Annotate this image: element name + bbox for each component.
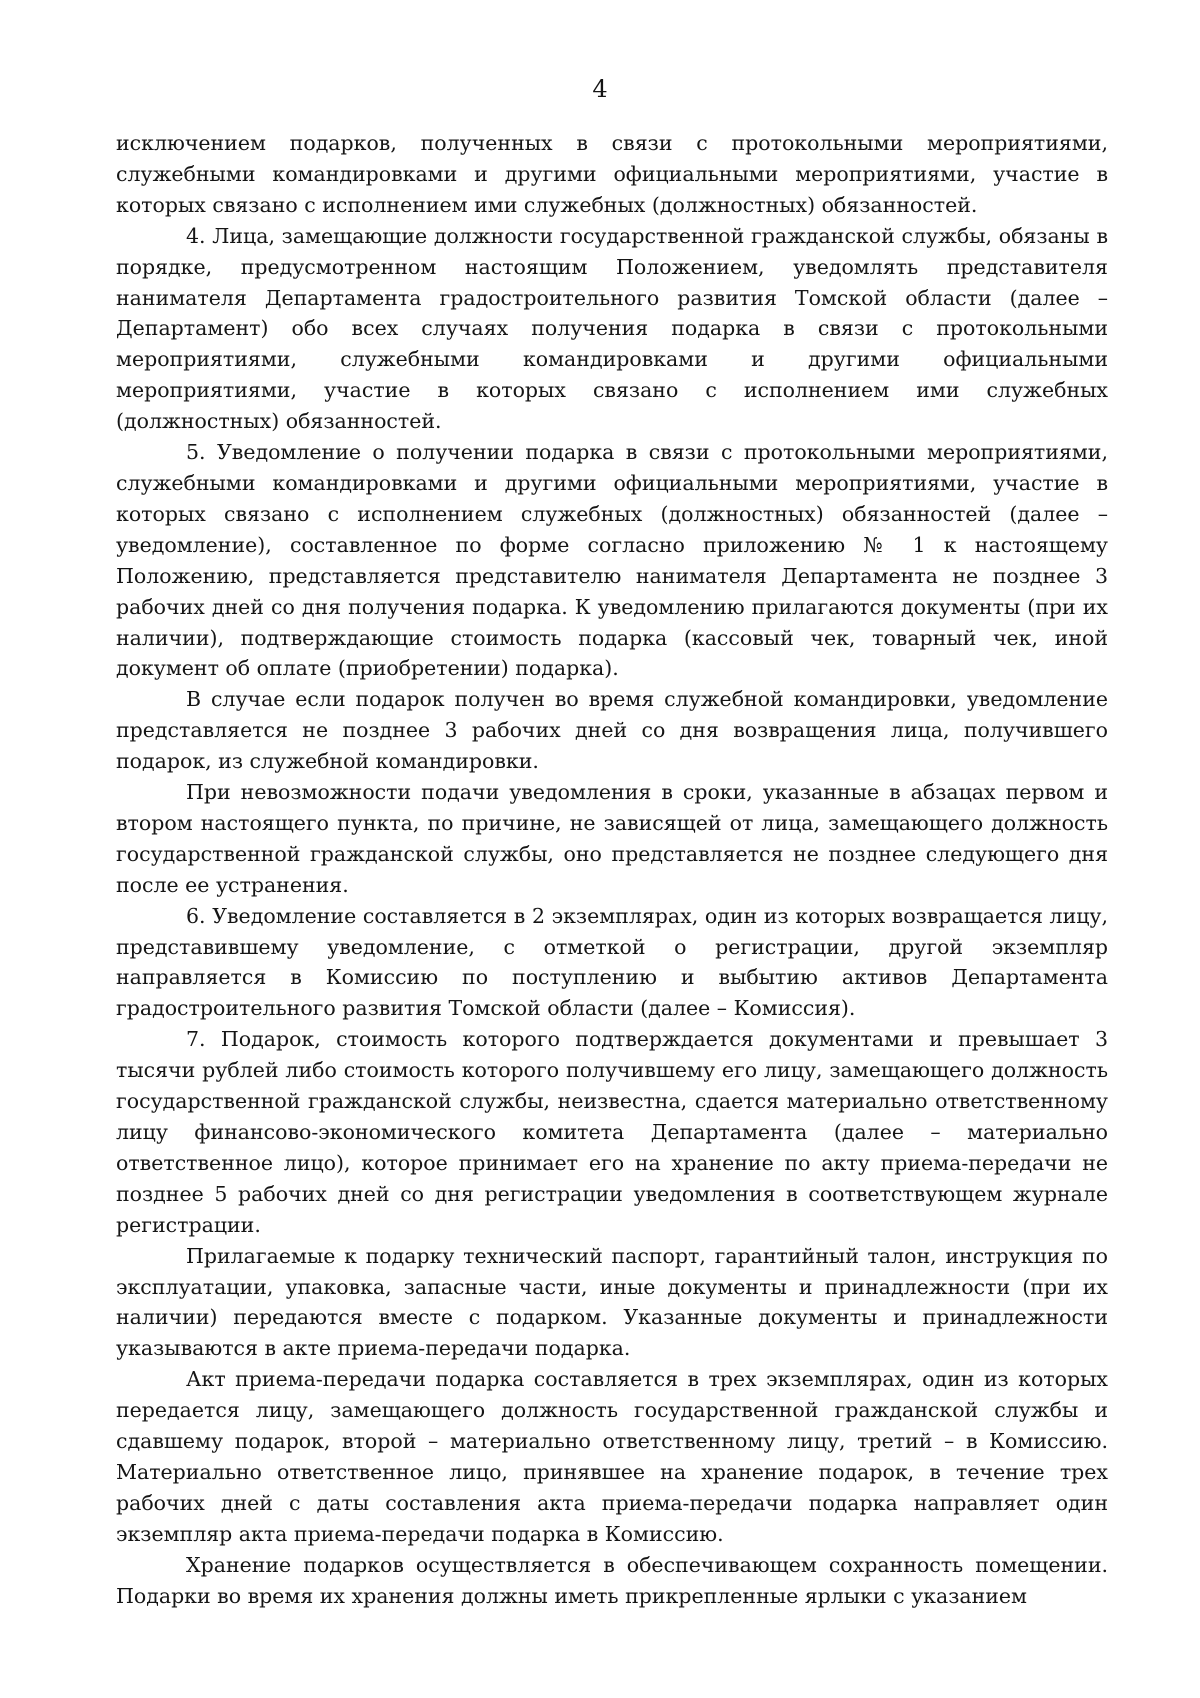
paragraph-transfer-act: Акт приема-передачи подарка составляется в трех экземплярах, один из которых передается лицу, замещающего должность государственной гражданской службы и сдавшему подарок, второй – материально ответственному лицу, третий – в Комиссию. Материально ответственное лицо, принявшее на хранение подарок, в течение трех рабочих дней с даты составления акта приема-передачи подарка направляет один экземпляр акта приема-передачи подарка в Комиссию. — [116, 1367, 1108, 1546]
paragraph-clause-7: 7. Подарок, стоимость которого подтверждается документами и превышает 3 тысячи рублей либо стоимость которого получившему его лицу, замещающего должность государственной гражданской службы, неизвестна, сдается материально ответственному лицу финансово-экономического комитета Департамента (далее – материально ответственное лицо), которое принимает его на хранение по акту приема-передачи не позднее 5 рабочих дней со дня регистрации уведомления в соответствующем журнале регистрации. — [116, 1027, 1108, 1237]
paragraph-business-trip: В случае если подарок получен во время служебной командировки, уведомление представляется не позднее 3 рабочих дней со дня возвращения лица, получившего подарок, из служебной командировки. — [116, 687, 1108, 774]
paragraph-clause-4: 4. Лица, замещающие должности государственной гражданской службы, обязаны в порядке, предусмотренном настоящим Положением, уведомлять представителя нанимателя Департамента градостроительного развития Томской области (далее – Департамент) обо всех случаях получения подарка в связи с протокольными мероприятиями, служебными командировками и другими официальными мероприятиями, участие в которых связано с исполнением ими служебных (должностных) обязанностей. — [116, 223, 1108, 434]
paragraph-attached-documents: Прилагаемые к подарку технический паспорт, гарантийный талон, инструкция по эксплуатации, упаковка, запасные части, иные документы и принадлежности (при их наличии) передаются вместе с подарком. Указанные документы и принадлежности указываются в акте приема-передачи подарка. — [116, 1243, 1108, 1361]
document-body — [116, 128, 1108, 1612]
paragraph-continuation: исключением подарков, полученных в связи с протокольными мероприятиями, служебными командировками и другими официальными мероприятиями, участие в которых связано с исполнением ими служебных (должностных) обязанностей. — [116, 131, 1108, 217]
paragraph-clause-5: 5. Уведомление о получении подарка в связи с протокольными мероприятиями, служебными командировками и другими официальными мероприятиями, участие в которых связано с исполнением служебных (должностных) обязанностей (далее – уведомление), составленное по форме согласно приложению № 1 к настоящему Положению, представляется представителю нанимателя Департамента не позднее 3 рабочих дней со дня получения подарка. К уведомлению прилагаются документы (при их наличии), подтверждающие стоимость подарка (кассовый чек, товарный чек, иной документ об оплате (приобретении) подарка). — [116, 440, 1108, 681]
page-number: 4 — [592, 75, 608, 103]
paragraph-storage: Хранение подарков осуществляется в обеспечивающем сохранность помещении. Подарки во время их хранения должны иметь прикрепленные ярлыки с указанием — [116, 1552, 1108, 1608]
paragraph-impossibility: При невозможности подачи уведомления в сроки, указанные в абзацах первом и втором настоящего пункта, по причине, не зависящей от лица, замещающего должность государственной гражданской службы, оно представляется не позднее следующего дня после ее устранения. — [116, 780, 1108, 897]
paragraph-clause-6: 6. Уведомление составляется в 2 экземплярах, один из которых возвращается лицу, представившему уведомление, с отметкой о регистрации, другой экземпляр направляется в Комиссию по поступлению и выбытию активов Департамента градостроительного развития Томской области (далее – Комиссия). — [116, 903, 1108, 1021]
